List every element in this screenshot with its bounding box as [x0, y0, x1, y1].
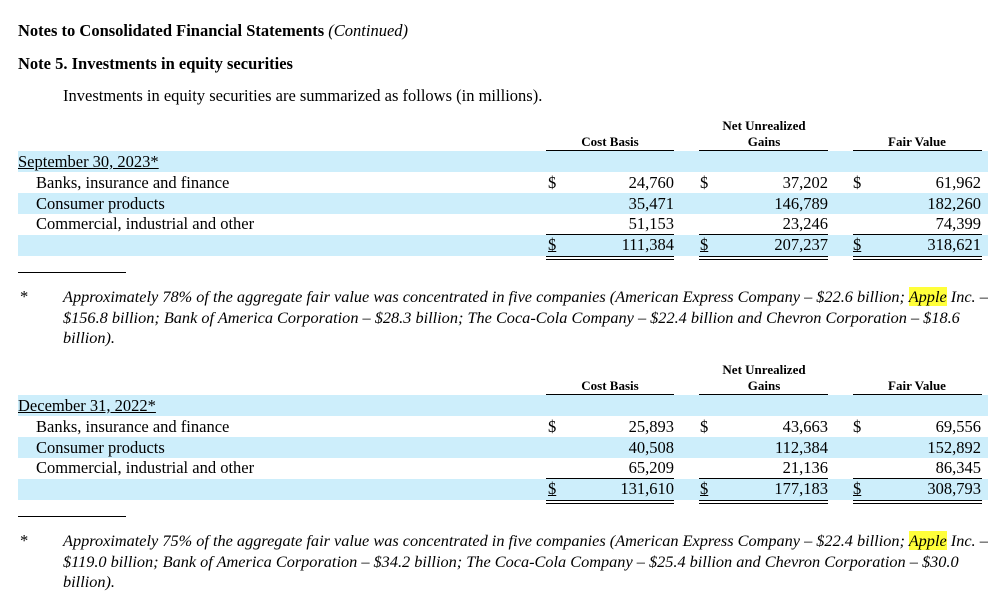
total-double-underline [699, 500, 828, 504]
row-label: Consumer products [36, 193, 165, 213]
row-band [18, 151, 988, 172]
total-fair: 308,793 [927, 479, 981, 498]
fair-value: 69,556 [935, 417, 981, 436]
currency-symbol: $ [700, 173, 709, 192]
col-header-cost: Cost Basis [581, 378, 639, 393]
cost-value: 24,760 [628, 173, 674, 192]
gains-value: 43,663 [782, 417, 828, 436]
row-band [18, 395, 988, 416]
footnote-rule [18, 272, 126, 273]
total-cost: 111,384 [621, 235, 674, 254]
col-header-gains: Net Unrealized Gains [722, 362, 806, 393]
row-label: Consumer products [36, 437, 165, 457]
currency-symbol: $ [548, 417, 557, 436]
col-header-cost: Cost Basis [581, 134, 639, 149]
cost-value: 35,471 [628, 193, 674, 213]
fair-value: 74,399 [935, 214, 981, 234]
footnote-marker: * [20, 287, 29, 306]
gains-value: 21,136 [782, 458, 828, 478]
currency-symbol: $ [548, 235, 557, 254]
title-text: Notes to Consolidated Financial Statements [18, 21, 325, 40]
col-header-fair: Fair Value [888, 378, 946, 393]
fair-value: 182,260 [927, 193, 981, 213]
highlight: Apple [908, 287, 947, 306]
total-double-underline [546, 500, 674, 504]
row-label: Banks, insurance and finance [36, 173, 230, 192]
total-double-underline [699, 256, 828, 260]
currency-symbol: $ [853, 417, 862, 436]
intro-text: Investments in equity securities are summarized as follows (in millions). [63, 86, 543, 105]
cost-value: 40,508 [628, 437, 674, 457]
row-band [18, 479, 988, 500]
title-suffix: (Continued) [328, 21, 409, 40]
footnote-text: Approximately 78% of the aggregate fair value was concentrated in five companies (American Express Company – $22.6 billion; Apple Inc. – $156.8 billion; Bank of America Corporation – $28.3 billion; The Coca-Cola Company – $22.4 billion and Chevron Corporation – $18.6 billion). [63, 287, 988, 348]
total-gains: 207,237 [774, 235, 828, 254]
gains-value: 37,202 [782, 173, 828, 192]
cost-value: 51,153 [628, 214, 674, 234]
cost-value: 65,209 [628, 458, 674, 478]
footnote-marker: * [20, 531, 29, 550]
footnote-text: Approximately 75% of the aggregate fair value was concentrated in five companies (American Express Company – $22.4 billion; Apple Inc. – $119.0 billion; Bank of America Corporation – $34.2 billion; The Coca-Cola Company – $25.4 billion and Chevron Corporation – $30.0 billion). [63, 531, 988, 592]
gains-value: 23,246 [782, 214, 828, 234]
row-label: Commercial, industrial and other [36, 458, 255, 478]
col-header-gains: Net Unrealized Gains [722, 118, 806, 149]
footnote-rule [18, 516, 126, 517]
currency-symbol: $ [700, 479, 709, 498]
currency-symbol: $ [700, 417, 709, 436]
fair-value: 86,345 [935, 458, 981, 478]
currency-symbol: $ [853, 479, 862, 498]
currency-symbol: $ [700, 235, 709, 254]
cost-value: 25,893 [628, 417, 674, 436]
col-header-fair: Fair Value [888, 134, 946, 149]
note-heading: Note 5. Investments in equity securities [18, 54, 293, 73]
currency-symbol: $ [853, 235, 862, 254]
total-double-underline [853, 256, 982, 260]
total-cost: 131,610 [620, 479, 674, 498]
currency-symbol: $ [853, 173, 862, 192]
page-title [18, 21, 408, 41]
fair-value: 61,962 [935, 173, 981, 192]
row-band [18, 235, 988, 256]
total-double-underline [853, 500, 982, 504]
row-label: Commercial, industrial and other [36, 214, 255, 234]
gains-value: 112,384 [774, 437, 828, 457]
total-gains: 177,183 [774, 479, 828, 498]
total-double-underline [546, 256, 674, 260]
period-label: September 30, 2023* [18, 152, 159, 171]
currency-symbol: $ [548, 173, 557, 192]
total-fair: 318,621 [927, 235, 981, 254]
currency-symbol: $ [548, 479, 557, 498]
fair-value: 152,892 [927, 437, 981, 457]
row-label: Banks, insurance and finance [36, 417, 230, 436]
period-label: December 31, 2022* [18, 396, 156, 415]
gains-value: 146,789 [774, 193, 828, 213]
highlight: Apple [908, 531, 947, 550]
